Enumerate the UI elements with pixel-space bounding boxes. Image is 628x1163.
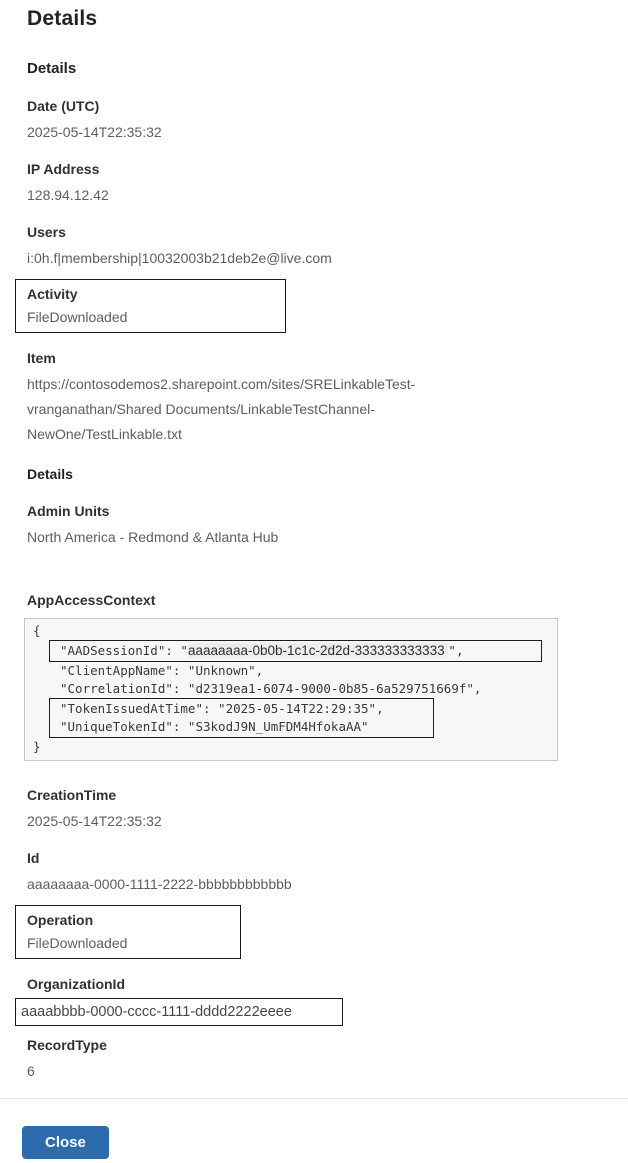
json-token-issued-line: "TokenIssuedAtTime": "2025-05-14T22:29:35", <box>60 701 384 716</box>
operation-annotation-box <box>15 905 241 959</box>
field-app-access-context-label: AppAccessContext <box>27 592 156 608</box>
activity-annotation-box <box>15 279 286 333</box>
field-date-label: Date (UTC) <box>27 98 100 114</box>
json-aad-session-line <box>60 642 533 660</box>
field-item-label: Item <box>27 350 56 366</box>
section-subheader-details: Details <box>27 466 73 482</box>
field-id-value: aaaaaaaa-0000-1111-2222-bbbbbbbbbbbb <box>27 876 292 892</box>
field-date-value: 2025-05-14T22:35:32 <box>27 124 162 140</box>
aad-session-annotation-box <box>49 640 542 662</box>
json-open-brace: { <box>33 623 41 638</box>
app-access-context-json <box>24 618 558 761</box>
page-title: Details <box>27 7 98 30</box>
field-users-label: Users <box>27 224 66 240</box>
field-record-type-value: 6 <box>27 1063 35 1079</box>
panel-footer <box>0 1098 628 1163</box>
field-id <box>27 848 598 894</box>
close-button[interactable]: Close <box>22 1126 109 1159</box>
json-aad-session-key: "AADSessionId": " <box>60 643 188 658</box>
field-operation-value: FileDownloaded <box>27 935 128 951</box>
section-header-details: Details <box>27 60 77 77</box>
field-organization-id-value: aaaabbbb-0000-cccc-1111-dddd2222eeee <box>21 1004 292 1020</box>
organization-id-annotation-box <box>15 998 343 1026</box>
field-admin-units <box>27 501 598 547</box>
field-admin-units-value: North America - Redmond & Atlanta Hub <box>27 529 279 545</box>
field-creation-time <box>27 785 598 831</box>
field-ip-address <box>27 159 598 205</box>
footer-divider <box>0 1098 628 1099</box>
json-correlation-line: "CorrelationId": "d2319ea1-6074-9000-0b85-6a529751669f", <box>60 681 482 696</box>
field-ip-label: IP Address <box>27 161 100 177</box>
field-users <box>27 222 598 268</box>
json-unique-token-line: "UniqueTokenId": "S3kodJ9N_UmFDM4HfokaAA" <box>60 719 369 734</box>
json-client-app-line: "ClientAppName": "Unknown", <box>60 663 264 678</box>
field-date <box>27 96 598 142</box>
field-record-type <box>27 1035 598 1081</box>
field-item-value: https://contosodemos2.sharepoint.com/sites/SRELinkableTest-vranganathan/Shared Documents/LinkableTestChannel-NewOne/TestLinkable.txt <box>27 376 416 442</box>
field-organization-id <box>21 974 598 1026</box>
field-creation-time-value: 2025-05-14T22:35:32 <box>27 813 162 829</box>
field-id-label: Id <box>27 850 40 866</box>
json-aad-session-close: ", <box>448 643 464 658</box>
token-annotation-box <box>49 698 434 738</box>
field-users-value: i:0h.f|membership|10032003b21deb2e@live.com <box>27 250 332 266</box>
field-record-type-label: RecordType <box>27 1037 107 1053</box>
field-creation-time-label: CreationTime <box>27 787 117 803</box>
field-operation-label: Operation <box>27 912 94 928</box>
field-item <box>27 348 598 447</box>
field-app-access-context <box>27 590 598 610</box>
field-admin-units-label: Admin Units <box>27 503 110 519</box>
field-activity-value: FileDownloaded <box>27 309 128 325</box>
json-aad-session-value: aaaaaaaa-0b0b-1c1c-2d2d-333333333333 <box>187 643 449 658</box>
field-ip-value: 128.94.12.42 <box>27 187 109 203</box>
field-organization-id-label: OrganizationId <box>27 976 125 992</box>
json-close-brace: } <box>33 739 41 754</box>
field-activity-label: Activity <box>27 286 78 302</box>
